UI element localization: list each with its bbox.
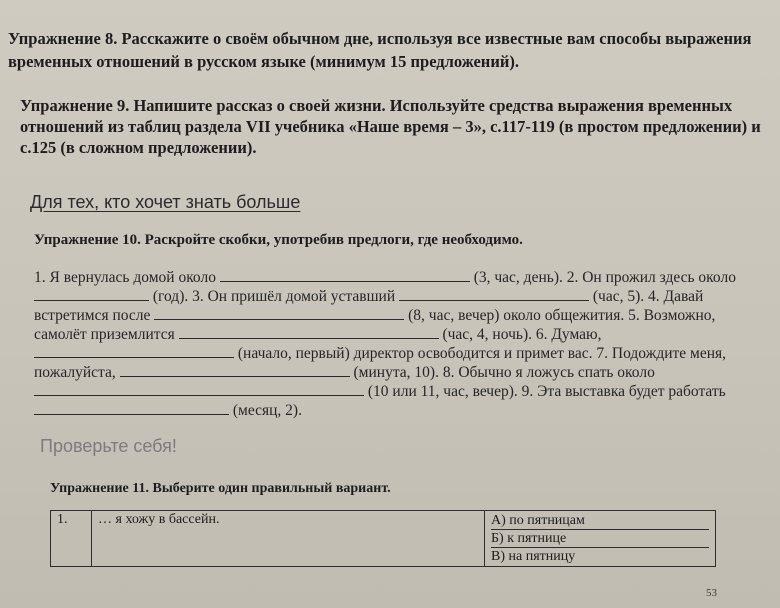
option-a: А) по пятницам <box>491 512 709 530</box>
check-yourself-heading: Проверьте себя! <box>40 436 177 456</box>
exercise-10-part: (8, час, вечер) около общежития. 5. Возможно, самолёт приземлится <box>34 307 716 343</box>
blank-line <box>34 383 364 396</box>
option-c: В) на пятницу <box>491 549 576 564</box>
blank-line <box>34 402 229 415</box>
options-cell <box>485 511 716 567</box>
blank-line <box>120 364 350 377</box>
table-row <box>51 511 716 567</box>
exercise-10-heading: Упражнение 10. Раскройте скобки, употребив предлоги, где необходимо. <box>34 232 523 248</box>
page-number: 53 <box>706 587 717 599</box>
exercise-10-part: (начало, первый) директор освободится и примет вас. 7. Подождите меня, пожалуйста, <box>34 345 727 381</box>
exercise-11-heading: Упражнение 11. Выберите один правильный вариант. <box>50 481 391 496</box>
exercise-10-part: 1. Я вернулась домой около <box>34 269 220 286</box>
blank-line <box>34 345 234 358</box>
blank-line <box>154 307 404 320</box>
question-cell: … я хожу в бассейн. <box>92 511 485 567</box>
exercise-10-part: (час, 4, ночь). 6. Думаю, <box>438 326 602 343</box>
exercise-10-part: (час, 5). 4. Давай встретимся после <box>34 288 704 324</box>
for-those-who-want-more-heading: Для тех, кто хочет знать больше <box>30 192 301 212</box>
row-number: 1. <box>51 511 92 567</box>
option-b: Б) к пятнице <box>491 530 709 548</box>
exercise-10-text <box>34 268 739 420</box>
exercise-9: Упражнение 9. Напишите рассказ о своей жизни. Используйте средства выражения временных отношений из таблиц раздела VII учебника «Наше время – 3», с.117-119 (в простом предложении) и с.125 (в сложном предложении). <box>20 96 761 157</box>
exercise-11-table <box>50 510 716 567</box>
blank-line <box>399 288 589 301</box>
exercise-10-part: (10 или 11, час, вечер). 9. Эта выставка будет работать <box>364 383 726 400</box>
exercise-10-part: (минута, 10). 8. Обычно я ложусь спать около <box>349 364 655 381</box>
exercise-8: Упражнение 8. Расскажите о своём обычном дне, используя все известные вам способы выражения временных отношений в русском языке (минимум 15 предложений). <box>8 29 752 71</box>
exercise-10-part: (3, час, день). 2. Он прожил здесь около <box>469 269 736 286</box>
blank-line <box>34 288 149 301</box>
blank-line <box>179 326 439 339</box>
exercise-10-part: (год). 3. Он пришёл домой уставший <box>149 288 399 305</box>
exercise-10-part: (месяц, 2). <box>229 402 302 419</box>
blank-line <box>220 269 470 282</box>
